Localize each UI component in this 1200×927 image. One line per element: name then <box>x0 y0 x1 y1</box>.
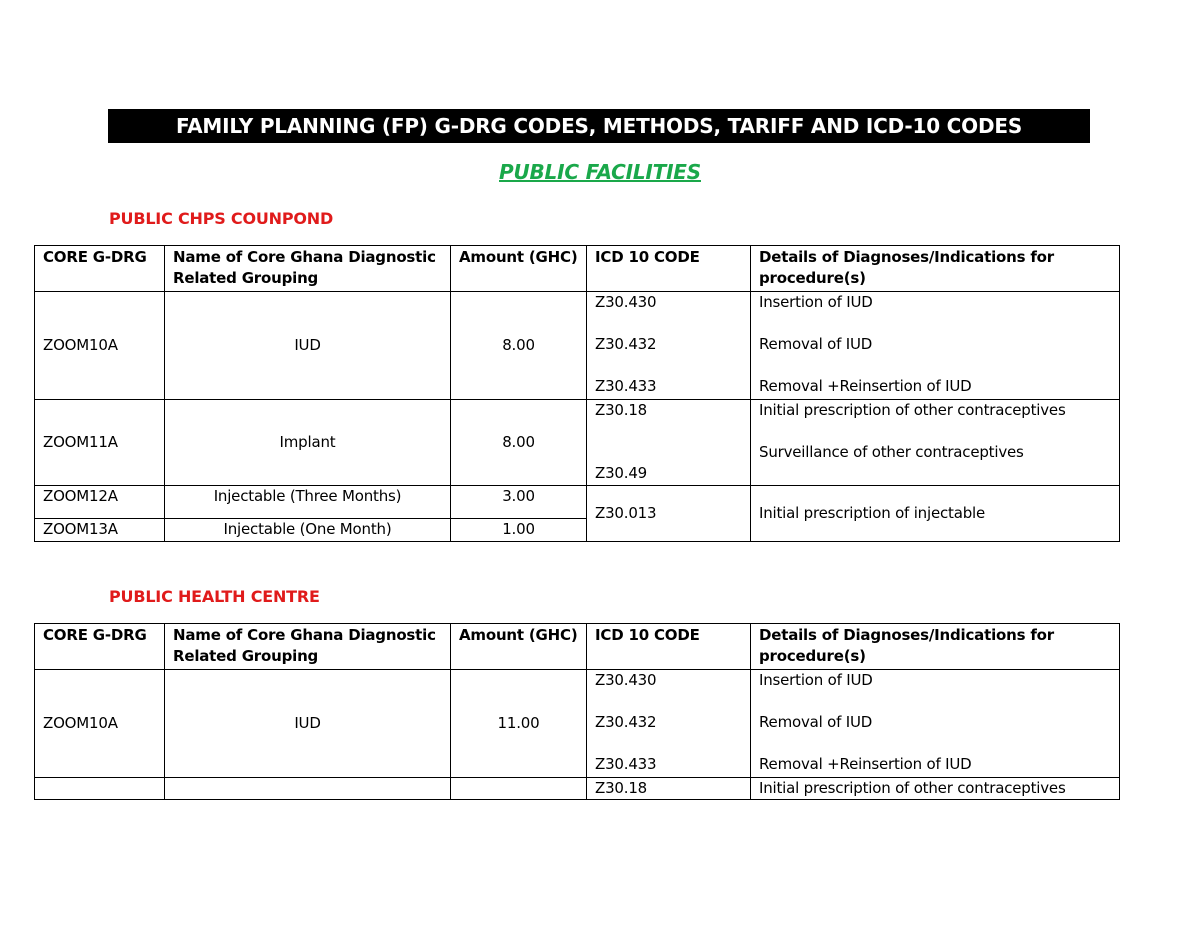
detail-text: Removal of IUD <box>759 713 873 731</box>
header-amount: Amount (GHC) <box>451 624 587 670</box>
document-title: FAMILY PLANNING (FP) G-DRG CODES, METHODS, TARIFF AND ICD-10 CODES <box>108 109 1090 143</box>
method-name: Implant <box>165 400 451 486</box>
details <box>751 400 1120 486</box>
icd-code: Z30.49 <box>595 464 648 482</box>
core-code: ZOOM13A <box>35 519 165 542</box>
method-name: IUD <box>165 292 451 400</box>
amount: 3.00 <box>451 486 587 519</box>
header-details: Details of Diagnoses/Indications for procedure(s) <box>751 624 1120 670</box>
details <box>751 292 1120 400</box>
icd-codes <box>587 670 751 778</box>
icd-code: Z30.18 <box>587 778 751 800</box>
amount: 11.00 <box>451 670 587 778</box>
detail-text: Surveillance of other contraceptives <box>759 443 1024 461</box>
table-row <box>35 778 1120 800</box>
icd-code: Z30.433 <box>595 377 657 395</box>
icd-code: Z30.432 <box>595 335 657 353</box>
method-name <box>165 778 451 800</box>
table-header-row <box>35 246 1120 292</box>
detail-text: Initial prescription of other contraceptives <box>759 401 1066 419</box>
detail-text: Removal +Reinsertion of IUD <box>759 755 972 773</box>
method-name: Injectable (Three Months) <box>165 486 451 519</box>
section-heading-chps: PUBLIC CHPS COUNPOND <box>109 209 334 228</box>
section-heading-health-centre: PUBLIC HEALTH CENTRE <box>109 587 320 606</box>
header-core-g-drg: CORE G-DRG <box>35 246 165 292</box>
method-name: IUD <box>165 670 451 778</box>
icd-codes <box>587 400 751 486</box>
detail-text: Removal of IUD <box>759 335 873 353</box>
amount: 1.00 <box>451 519 587 542</box>
header-core-g-drg: CORE G-DRG <box>35 624 165 670</box>
icd-codes <box>587 292 751 400</box>
table-header-row <box>35 624 1120 670</box>
icd-code: Z30.430 <box>595 671 657 689</box>
header-amount: Amount (GHC) <box>451 246 587 292</box>
core-code <box>35 778 165 800</box>
detail-text: Insertion of IUD <box>759 671 873 689</box>
detail-text: Insertion of IUD <box>759 293 873 311</box>
icd-code: Z30.432 <box>595 713 657 731</box>
details: Initial prescription of injectable <box>751 486 1120 542</box>
details <box>751 670 1120 778</box>
table-row <box>35 486 1120 519</box>
icd-code: Z30.013 <box>587 486 751 542</box>
chps-tariff-table <box>34 245 1120 542</box>
header-icd-code: ICD 10 CODE <box>587 246 751 292</box>
detail-text: Removal +Reinsertion of IUD <box>759 377 972 395</box>
table-row <box>35 400 1120 486</box>
header-name: Name of Core Ghana Diagnostic Related Grouping <box>165 624 451 670</box>
icd-code: Z30.433 <box>595 755 657 773</box>
core-code: ZOOM11A <box>35 400 165 486</box>
icd-code: Z30.430 <box>595 293 657 311</box>
header-icd-code: ICD 10 CODE <box>587 624 751 670</box>
table-row <box>35 670 1120 778</box>
document-subtitle: PUBLIC FACILITIES <box>499 160 701 184</box>
details: Initial prescription of other contraceptives <box>751 778 1120 800</box>
header-details: Details of Diagnoses/Indications for procedure(s) <box>751 246 1120 292</box>
amount: 8.00 <box>451 292 587 400</box>
icd-code: Z30.18 <box>595 401 648 419</box>
core-code: ZOOM12A <box>35 486 165 519</box>
core-code: ZOOM10A <box>35 292 165 400</box>
header-name: Name of Core Ghana Diagnostic Related Grouping <box>165 246 451 292</box>
health-centre-tariff-table <box>34 623 1120 800</box>
method-name: Injectable (One Month) <box>165 519 451 542</box>
table-row <box>35 292 1120 400</box>
core-code: ZOOM10A <box>35 670 165 778</box>
amount <box>451 778 587 800</box>
amount: 8.00 <box>451 400 587 486</box>
